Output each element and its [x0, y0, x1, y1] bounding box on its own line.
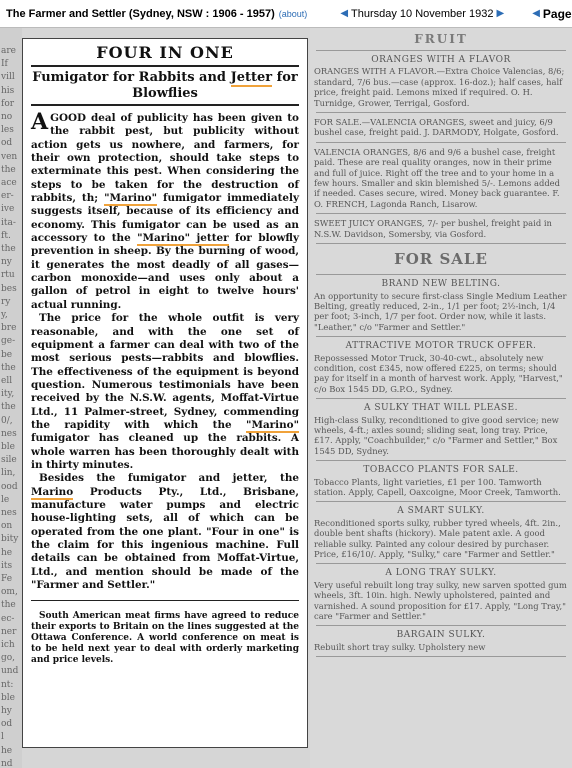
fragment-word: ich — [1, 640, 15, 650]
viewer-toolbar — [0, 0, 572, 28]
fragment-word: sile — [1, 455, 17, 466]
ad-text: An opportunity to secure first-class Single Medium Leather Belting, greatly reduced, 2-in., 1/1 per foot; 2½-inch, 1/4 per foot; 3-inch, 1/7 per foot. Order now, while it lasts. "Leather," c/o "Farmer and Settler." — [314, 290, 567, 332]
fragment-word: on — [1, 521, 13, 532]
classified-ad — [314, 147, 568, 209]
ad-title: A LONG TRAY SULKY. — [385, 568, 497, 579]
fragment-word: ood — [1, 481, 18, 492]
classified-ad — [314, 568, 568, 621]
divider — [316, 501, 566, 502]
next-issue-icon[interactable]: ▶ — [496, 8, 505, 19]
fragment-word: bity — [1, 534, 19, 545]
fragment-word: od — [1, 719, 13, 730]
paragraph-text: fumigator has cleaned up the rabbits. A whole warren has been thoroughly dealt with in thirty minutes. — [31, 432, 299, 471]
fragment-word: the — [1, 164, 16, 175]
ad-title: BARGAIN SULKY. — [396, 630, 486, 641]
fragment-word: l — [1, 732, 4, 743]
search-highlight: "Marino" — [246, 418, 299, 431]
for-sale-ads — [310, 279, 572, 657]
fragment-word: the — [1, 362, 16, 373]
divider — [316, 460, 566, 461]
search-highlight: "Marino" jetter — [137, 232, 229, 245]
publication-title[interactable]: The Farmer and Settler (Sydney, NSW : 1906 - 1957) — [6, 7, 275, 20]
fragment-word: its — [1, 560, 13, 571]
fragment-word: ner — [1, 626, 17, 637]
paragraph-text: Besides the fumigator and jetter, the — [39, 472, 299, 485]
subheading-text: Fumigator for Rabbits and — [32, 70, 231, 85]
fragment-word: go, — [1, 653, 16, 664]
divider — [316, 213, 566, 214]
ad-text: Repossessed Motor Truck, 30-40-cwt., absolutely new condition, cost £345, now offered £225, on terms; should pay for itself in a month of harvest work. Apply, "Harvest," c/o Box 1545 DD, G.P.O., Sydney. — [314, 352, 563, 394]
fragment-word: ace — [1, 178, 17, 188]
ad-title: A SULKY THAT WILL PLEASE. — [364, 403, 518, 414]
divider — [316, 398, 566, 399]
paragraph-text: The price for the whole outfit is very reasonable, and with the one set of equipment a farmer can deal with two of the most serious pests—rabbits and blowflies. The effectiveness of the equipment is beyond question. Numerous testimonials have been received by the N.S.W. agents, Moffat-Virtue Ltd., 11 Palmer-street, Sydney, commending the rapidity with which the — [31, 312, 299, 431]
fragment-word: und — [1, 666, 19, 677]
classified-ad — [314, 218, 568, 239]
fragment-word: lin, — [1, 468, 16, 479]
article-heading: FOUR IN ONE — [96, 43, 234, 62]
classified-ad — [314, 465, 568, 497]
fragment-word: the — [1, 600, 16, 611]
fragment-word: If — [1, 59, 8, 70]
paragraph-1 — [31, 109, 299, 312]
search-highlight: Marino — [31, 485, 74, 498]
fruit-heading: FRUIT — [414, 32, 468, 46]
fragment-word: he — [1, 745, 13, 756]
fragment-word: the — [1, 402, 16, 413]
heading-rule — [31, 65, 299, 67]
fragment-word: ny — [1, 257, 12, 268]
divider — [316, 563, 566, 564]
drop-cap: A — [31, 109, 49, 135]
fragment-word: for — [1, 98, 15, 109]
classified-ad — [314, 403, 568, 456]
fragment-word: no — [1, 112, 13, 122]
search-highlight: Jetter — [230, 70, 273, 85]
fragment-word: ive — [1, 204, 15, 215]
news-brief — [31, 611, 299, 666]
classified-ad — [314, 117, 568, 138]
ad-text: Tobacco Plants, light varieties, £1 per 100. Tamworth station. Apply, Capell, Oaxcoigne, Moor Creek, Tamworth. — [314, 476, 561, 497]
fragment-word: 0/, — [1, 415, 13, 426]
previous-page-icon[interactable]: ◀ — [532, 8, 540, 19]
subheading-text: for Blowflies — [132, 70, 298, 101]
divider — [316, 336, 566, 337]
fragment-word: Fe — [1, 574, 13, 584]
ad-text: High-class Sulky, reconditioned to give good service; new wheels, 4-ft.; axles sound; sliding seat, long tray. Price, £17. Apply, "Coachbuilder," c/o "Farmer and Settler," Box 1545 DD, Sydney. — [314, 414, 559, 456]
paragraph-text: fumigator immediately suggests itself, because of its efficiency and economy. This fumigator can be used as an accessory to the — [31, 192, 299, 245]
paragraph-3 — [31, 472, 299, 592]
ad-text: VALENCIA ORANGES, 8/6 and 9/6 a bushel case, freight paid. These are real quality oranges, now in their prime and full of juice. Right off the tree and to your home in a few hours. Smaller and skin blemished 5/-. Lemons added if needed. Cases secure, wired. Money back guarantee. F. O. FRENCH, Lagonda Ranch, Lisarow. — [314, 146, 560, 209]
fruit-ads — [310, 55, 572, 244]
fragment-word: vill — [1, 72, 15, 83]
ad-text: Reconditioned sports sulky, rubber tyred wheels, 4ft. 2in., double bent shafts (hickory). Male patent axle. A good reliable sulky. Painted any colour desired by purchaser. Price, £16/10/. Apply, "Sulky," care "Farmer and Settler." — [314, 517, 561, 560]
page-label: Page — [542, 6, 572, 21]
brief-text: South American meat firms have agreed to reduce their exports to Britain on the lines suggested at the Ottawa Conference. A world conference on meat is to be held next year to deal with orderly marketing and price levels. — [31, 611, 299, 666]
fragment-word: ven — [1, 151, 18, 162]
fragment-word: nes — [1, 508, 17, 518]
fragment-word: ft. — [1, 230, 11, 241]
fragment-word: le — [1, 494, 10, 505]
fragment-word: ge- — [1, 336, 16, 347]
paragraph-text: for blowfly prevention in sheep. By the burning of wood, it generates the most deadly of all gases—carbon monoxide—and uses only about a gallon of petrol in eight to twelve hours' actual running. — [31, 232, 299, 311]
ad-title: ORANGES WITH A FLAVOR — [371, 55, 511, 65]
fragment-word: ble — [1, 442, 15, 452]
fragment-word: ita- — [1, 217, 16, 228]
newspaper-scan[interactable] — [0, 28, 572, 768]
fragment-word: ell — [1, 376, 13, 386]
fragment-word: nt: — [1, 679, 14, 690]
fragment-word: ity, — [1, 389, 15, 400]
fragment-word: nd — [1, 758, 13, 768]
fragment-word: hy — [1, 706, 12, 716]
paragraph-text: GOOD deal of publicity has been given to the rabbit pest, but publicity without action gets us nowhere, and farmers, for their own protection, should take steps to exterminate this pest. When considering the steps to be taken for the destruction of rabbits, th; — [31, 112, 299, 205]
ad-text: ORANGES WITH A FLAVOR.—Extra Choice Valencias, 8/6; standard, 7/6 bus.—case (approx. 16-doz.); half cases, half price, freight paid. Lemons mixed if required. O. H. Turnidge, Grower, Terrigal, Gosford. — [314, 66, 565, 108]
ad-title: ATTRACTIVE MOTOR TRUCK OFFER. — [345, 341, 537, 352]
ad-title: TOBACCO PLANTS FOR SALE. — [363, 465, 519, 476]
left-column-fragment — [0, 28, 22, 768]
section-rule — [31, 600, 299, 601]
divider — [316, 50, 566, 51]
subheading-rule — [31, 104, 299, 106]
about-link[interactable]: (about) — [278, 8, 308, 19]
fragment-word: om, — [1, 587, 18, 598]
fragment-word: his — [1, 85, 15, 96]
classified-column — [310, 28, 572, 768]
date-navigator — [337, 8, 507, 20]
divider — [316, 656, 566, 657]
fragment-word: are — [1, 46, 16, 56]
ad-text: FOR SALE.—VALENCIA ORANGES, sweet and juicy, 6/9 bushel case, freight paid. J. DARMODY, Holgate, Gosford. — [314, 117, 559, 138]
classified-ad — [314, 506, 568, 559]
fragment-word: ry — [1, 296, 11, 307]
classified-ad — [314, 279, 568, 332]
fragment-word: les — [1, 125, 14, 136]
divider — [316, 112, 566, 113]
ad-text: Rebuilt short tray sulky. Upholstery new — [314, 641, 486, 652]
article-subheading — [31, 70, 299, 102]
paragraph-2 — [31, 312, 299, 472]
divider — [316, 274, 566, 275]
fragment-word: he — [1, 547, 13, 558]
article-body — [31, 109, 299, 592]
issue-date[interactable]: Thursday 10 November 1932 — [351, 7, 494, 20]
fragment-word: be — [1, 349, 13, 360]
fragment-word: er- — [1, 191, 14, 202]
highlighted-article[interactable] — [22, 38, 308, 748]
ad-text: SWEET JUICY ORANGES, 7/- per bushel, freight paid in N.S.W. Davidson, Somersby, via Gosford. — [314, 218, 552, 239]
for-sale-heading: FOR SALE — [394, 250, 488, 269]
divider — [316, 142, 566, 143]
fragment-word: ec- — [1, 613, 15, 624]
divider — [316, 243, 566, 244]
ad-text: Very useful rebuilt long tray sulky, new sarven spotted gum wheels, 3ft. 10in. high. Newly upholstered, painted and varnished. A sound proposition for £17. Apply, "Long Tray," care "Farmer and Settler." — [314, 579, 567, 622]
fragment-word: od — [1, 138, 13, 149]
fragment-word: the — [1, 244, 16, 254]
search-highlight: "Marino" — [104, 192, 158, 205]
page-navigator — [529, 6, 572, 22]
classified-ad — [314, 55, 568, 108]
classified-ad — [314, 630, 568, 652]
fragment-word: nes — [1, 428, 17, 439]
classified-ad — [314, 341, 568, 394]
divider — [316, 625, 566, 626]
ad-title: A SMART SULKY. — [397, 506, 485, 517]
paragraph-text: Products Pty., Ltd., Brisbane, manufacture water pumps and electric house-lighting sets, all of which can be operated from the one plant. "Four in one" is the claim for this ingenious machine. Full details can be obtained from Moffat-Virtue, Ltd., and mention should be made of the "Farmer and Settler." — [31, 485, 299, 592]
fragment-word: bes — [1, 283, 17, 294]
fragment-word: y, — [1, 310, 8, 320]
fragment-word: rtu — [1, 270, 15, 281]
ad-title: BRAND NEW BELTING. — [381, 279, 501, 290]
fragment-word: ble — [1, 692, 15, 703]
fragment-word: bre — [1, 323, 17, 334]
previous-issue-icon[interactable]: ◀ — [340, 8, 349, 19]
